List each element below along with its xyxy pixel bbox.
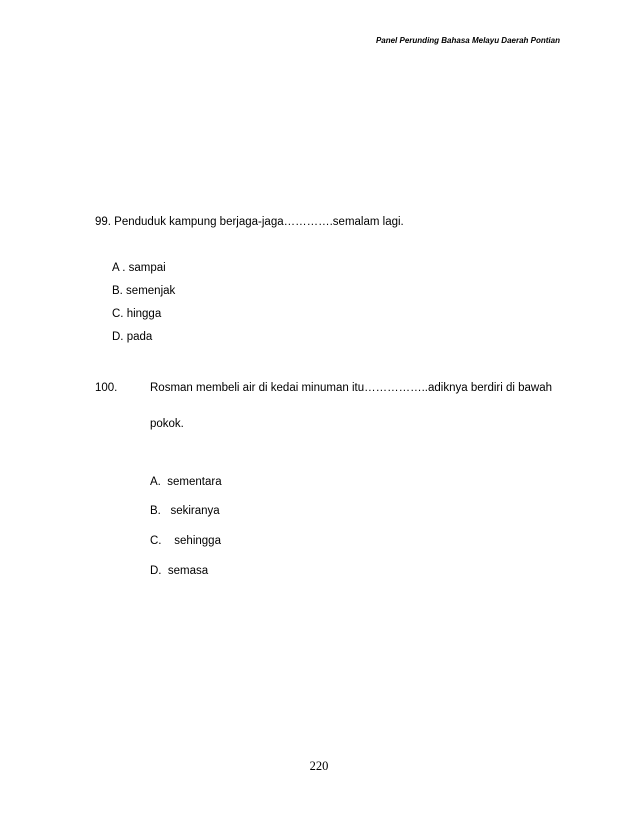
question-99-option-a: A . sampai bbox=[112, 262, 166, 274]
question-100-option-c: C. sehingga bbox=[150, 535, 221, 547]
question-100-option-b: B. sekiranya bbox=[150, 505, 220, 517]
question-99-stem: 99. Penduduk kampung berjaga-jaga………….semalam lagi. bbox=[95, 216, 404, 228]
question-100-option-d: D. semasa bbox=[150, 565, 209, 577]
question-100-stem-line-2: pokok. bbox=[150, 418, 184, 430]
question-100-number: 100. bbox=[95, 382, 118, 394]
question-100-option-a: A. sementara bbox=[150, 476, 222, 488]
question-99-option-d: D. pada bbox=[112, 331, 153, 343]
question-99-option-c: C. hingga bbox=[112, 308, 162, 320]
question-99-option-b: B. semenjak bbox=[112, 285, 176, 297]
page-number: 220 bbox=[309, 759, 329, 773]
question-100-stem-line-1: Rosman membeli air di kedai minuman itu……………..adiknya berdiri di bawah bbox=[150, 382, 553, 394]
page-header: Panel Perunding Bahasa Melayu Daerah Pontian bbox=[375, 36, 560, 45]
